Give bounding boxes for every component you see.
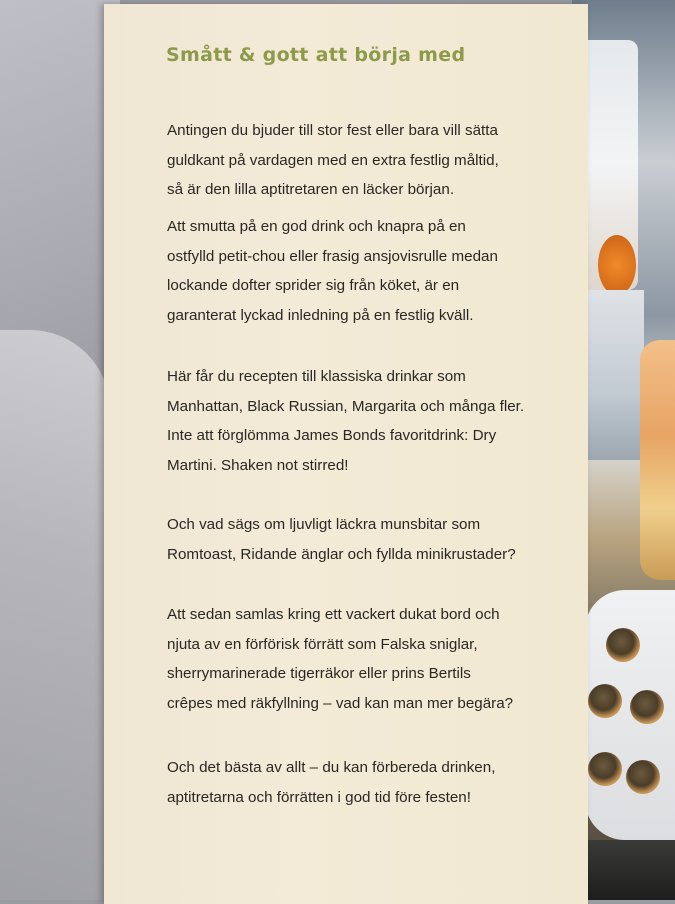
food-photo-tart [588,684,622,718]
text-line: Att smutta på en god drink och knapra på en [167,218,466,235]
paragraph-appetizers [167,510,516,569]
text-line: Inte att förglömma James Bonds favoritdrink: Dry [167,427,497,444]
text-line: sherrymarinerade tigerräkor eller prins Bertils [167,665,471,682]
text-line: Här får du recepten till klassiska drinkar som [167,368,466,385]
food-photo-tart [626,760,660,794]
paragraph-closing [167,753,495,812]
text-line: Och det bästa av allt – du kan förbereda drinken, [167,759,496,776]
paragraph-intro [167,116,499,205]
food-photo-tart [588,752,622,786]
text-line: Romtoast, Ridande änglar och fyllda minikrustader? [167,545,516,563]
text-line: guldkant på vardagen med en extra festlig måltid, [167,151,499,169]
text-line: Antingen du bjuder till stor fest eller bara vill sätta [167,122,498,139]
text-line: Och vad sägs om ljuvligt läckra munsbitar som [167,516,481,533]
text-line: så är den lilla aptitretaren en läcker början. [167,181,455,198]
food-photo-tart [606,628,640,662]
food-photo-roe [598,235,636,295]
background-plate-edge [0,330,110,900]
text-line: Manhattan, Black Russian, Margarita och många fler. [167,397,525,415]
paragraph-drinks-intro [167,212,498,330]
food-photo-shadow [575,840,675,900]
text-line: lockande dofter sprider sig från köket, är en [167,277,460,294]
text-line: garanterat lyckad inledning på en festlig kväll. [167,306,474,324]
text-line: njuta av en förförisk förrätt som Falska sniglar, [167,635,478,653]
text-line: crêpes med räkfyllning – vad kan man mer begära? [167,694,514,712]
text-line: Martini. Shaken not stirred! [167,456,349,474]
text-line: Att sedan samlas kring ett vackert dukat bord och [167,606,500,623]
text-line: aptitretarna och förrätten i god tid före festen! [167,788,471,806]
food-photo-tart [630,690,664,724]
paragraph-starters [167,600,513,718]
paragraph-cocktails [167,362,524,480]
food-photo-shrimp [640,340,675,580]
text-line: ostfylld petit-chou eller frasig ansjovisrulle medan [167,247,498,265]
page-heading: Smått & gott att börja med [166,44,466,66]
